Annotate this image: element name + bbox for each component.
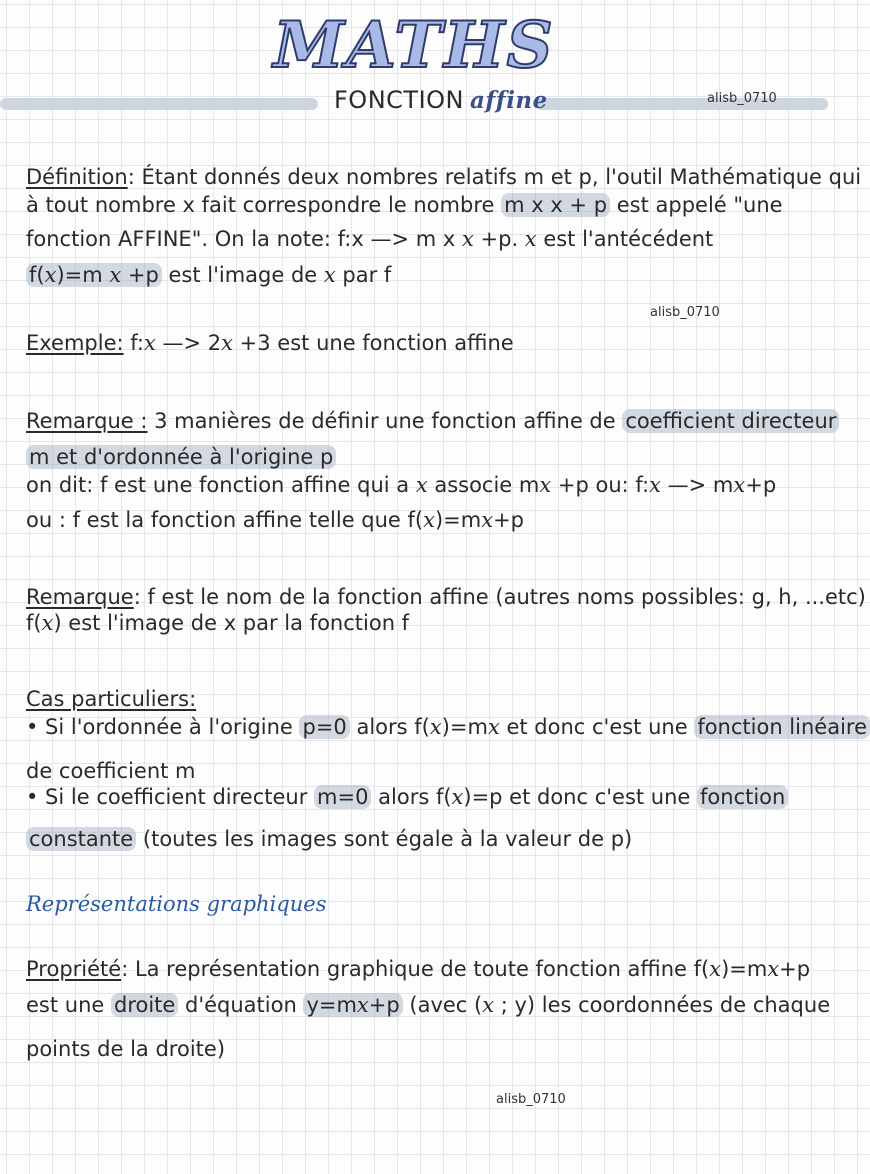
highlight-lineaire: fonction linéaire (694, 715, 870, 739)
definition-line-3: fonction AFFINE". On la note: f:x —> m x x +p. x est l'antécédent (26, 227, 714, 251)
property-line-1: Propriété: La représentation graphique de toute fonction affine f(x)=mx+p (26, 957, 811, 981)
remark2-line-1: Remarque: f est le nom de la fonction affine (autres noms possibles: g, h, ...etc) (26, 585, 866, 609)
special-bullet-2: • Si le coefficient directeur m=0 alors f(x)=p et donc c'est une fonction (26, 780, 816, 814)
highlight-ordonnee: m et d'ordonnée à l'origine p (26, 445, 336, 469)
property-label: Propriété (26, 957, 122, 981)
definition-line-4: f(x)=m x +p est l'image de x par f (26, 258, 816, 292)
header-band-left (0, 98, 318, 110)
remark1-label: Remarque : (26, 409, 148, 433)
definition-line-1: Définition: Étant donnés deux nombres relatifs m et p, l'outil Mathématique qui (26, 165, 862, 189)
header-watermark: alisb_0710 (707, 91, 777, 106)
highlight-equation: y=mx+p (303, 993, 402, 1017)
special-bullet-2-cont: constante (toutes les images sont égale à la valeur de p) (26, 822, 816, 856)
footer-watermark: alisb_0710 (496, 1092, 566, 1107)
highlight-constante: constante (26, 827, 136, 851)
header-band-right (536, 98, 828, 110)
section-title: Représentations graphiques (26, 892, 327, 916)
definition-label: Définition (26, 165, 128, 189)
highlight-coefficient: coefficient directeur (622, 409, 839, 433)
definition-watermark: alisb_0710 (650, 305, 720, 320)
subtitle-script: affine (470, 87, 548, 114)
remark2-line-2: f(x) est l'image de x par la fonction f (26, 611, 410, 635)
property-line-3: points de la droite) (26, 1037, 226, 1061)
page-subtitle (334, 86, 548, 114)
highlight-p0: p=0 (299, 715, 349, 739)
property-line-2: est une droite d'équation y=mx+p (avec (x ; y) les coordonnées de chaque (26, 993, 831, 1017)
example-line: Exemple: f:x —> 2x +3 est une fonction affine (26, 331, 514, 355)
remark1-line-3: on dit: f est une fonction affine qui a x associe mx +p ou: f:x —> mx+p (26, 473, 777, 497)
highlight-fonction: fonction (697, 785, 788, 809)
subtitle-plain: FONCTION (334, 86, 464, 114)
page-title: MATHS (273, 8, 555, 83)
highlight-image-formula: f(x)=m x +p (26, 263, 162, 287)
highlight-m0: m=0 (314, 785, 371, 809)
highlight-droite: droite (111, 993, 178, 1017)
definition-line-2: à tout nombre x fait correspondre le nombre m x x + p est appelé "une (26, 193, 783, 217)
remark1-line-4: ou : f est la fonction affine telle que f(x)=mx+p (26, 508, 524, 532)
special-bullet-1: • Si l'ordonnée à l'origine p=0 alors f(x)=mx et donc c'est une fonction linéaire (26, 710, 816, 744)
remark2-label: Remarque (26, 585, 134, 609)
special-label: Cas particuliers: (26, 687, 197, 711)
special-bullet-1-cont: de coefficient m (26, 759, 196, 783)
example-label: Exemple: (26, 331, 124, 355)
remark1-line-1: Remarque : 3 manières de définir une fonction affine de coefficient directeur (26, 404, 816, 438)
highlight-formula: m x x + p (501, 193, 610, 217)
